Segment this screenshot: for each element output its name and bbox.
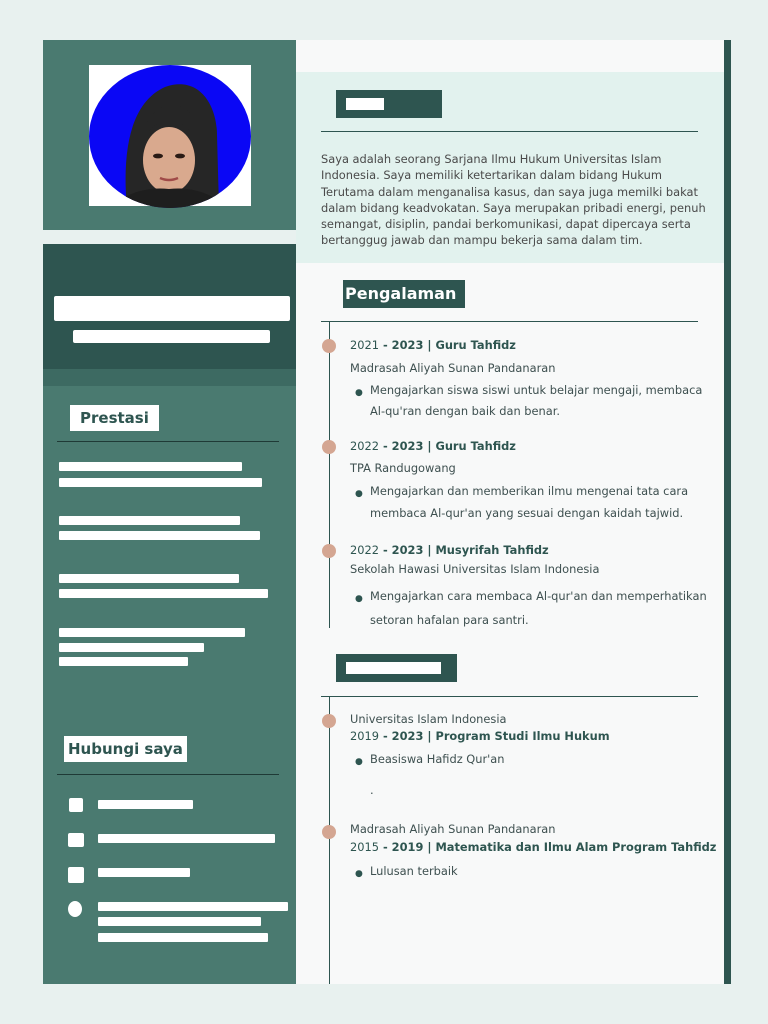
bullet-icon: ●	[355, 869, 363, 879]
experience-org: TPA Randugowang	[350, 461, 456, 475]
experience-timeline	[329, 322, 330, 628]
profile-photo	[89, 65, 251, 208]
web-icon	[68, 867, 84, 883]
education-period: 2015 - 2019 | Matematika dan Ilmu Alam Program Tahfidz	[350, 840, 717, 854]
name-placeholder	[54, 296, 290, 321]
education-timeline	[329, 697, 330, 984]
achievement-line	[59, 628, 245, 637]
email-icon	[68, 833, 84, 847]
education-heading	[336, 654, 457, 682]
profile-paragraph: Saya adalah seorang Sarjana Ilmu Hukum Universitas Islam Indonesia. Saya memiliki ketertarikan dalam bidang Hukum Terutama dalam menganalisa kasus, dan saya juga memilki bakat dalam bidang keadvokatan. Saya merupakan pribadi energi, penuh semangat, disiplin, pandai berkomunikasi, dapat dipercaya serta bertanggug jawab dan mampu bekerja sama dalam tim.	[321, 152, 706, 248]
experience-detail: Mengajarkan siswa siswi untuk belajar mengaji, membaca	[370, 383, 703, 397]
education-detail: Beasiswa Hafidz Qur'an	[370, 752, 505, 766]
achievement-line	[59, 462, 242, 471]
experience-detail: Mengajarkan cara membaca Al-qur'an dan memperhatikan	[370, 589, 707, 603]
achievement-line	[59, 643, 204, 652]
address-line	[98, 917, 261, 926]
sidebar	[43, 386, 296, 984]
achievement-line	[59, 531, 260, 540]
web-value	[98, 868, 190, 877]
education-detail: Lulusan terbaik	[370, 864, 458, 878]
email-value	[98, 834, 275, 843]
experience-period: 2021 - 2023 | Guru Tahfidz	[350, 338, 516, 352]
experience-detail: Al-qu'ran dengan baik dan benar.	[370, 404, 560, 418]
bullet-icon: ●	[355, 594, 363, 604]
achievement-line	[59, 516, 240, 525]
address-line	[98, 933, 268, 942]
experience-detail: setoran hafalan para santri.	[370, 613, 529, 627]
timeline-dot	[322, 440, 336, 454]
education-school: Universitas Islam Indonesia	[350, 712, 507, 726]
contact-rule	[57, 774, 279, 775]
bullet-icon: ●	[355, 489, 363, 499]
experience-period: 2022 - 2023 | Musyrifah Tahfidz	[350, 543, 549, 557]
profile-heading	[336, 90, 442, 118]
experience-rule	[321, 321, 698, 322]
contact-heading: Hubungi saya	[64, 736, 187, 762]
education-extra: .	[370, 783, 374, 797]
profile-rule	[321, 131, 698, 132]
experience-org: Sekolah Hawasi Universitas Islam Indonesia	[350, 562, 600, 576]
timeline-dot	[322, 339, 336, 353]
bullet-icon: ●	[355, 388, 363, 398]
achievements-rule	[57, 441, 279, 442]
timeline-dot	[322, 544, 336, 558]
achievement-line	[59, 589, 268, 598]
bullet-icon: ●	[355, 757, 363, 767]
name-band-footer	[43, 369, 296, 386]
phone-value	[98, 800, 193, 809]
achievements-heading: Prestasi	[70, 405, 159, 431]
experience-detail: membaca Al-qur'an yang sesuai dengan kaidah tajwid.	[370, 506, 684, 520]
title-placeholder	[73, 330, 270, 343]
timeline-dot	[322, 714, 336, 728]
achievement-line	[59, 478, 262, 487]
education-rule	[321, 696, 698, 697]
experience-period: 2022 - 2023 | Guru Tahfidz	[350, 439, 516, 453]
experience-heading: Pengalaman	[343, 280, 465, 308]
address-line	[98, 902, 288, 911]
timeline-dot	[322, 825, 336, 839]
location-icon	[68, 901, 82, 917]
phone-icon	[69, 798, 83, 812]
achievement-line	[59, 657, 188, 666]
experience-detail: Mengajarkan dan memberikan ilmu mengenai tata cara	[370, 484, 689, 498]
education-school: Madrasah Aliyah Sunan Pandanaran	[350, 822, 556, 836]
experience-org: Madrasah Aliyah Sunan Pandanaran	[350, 361, 556, 375]
achievement-line	[59, 574, 239, 583]
education-period: 2019 - 2023 | Program Studi Ilmu Hukum	[350, 729, 610, 743]
right-border	[724, 40, 731, 984]
